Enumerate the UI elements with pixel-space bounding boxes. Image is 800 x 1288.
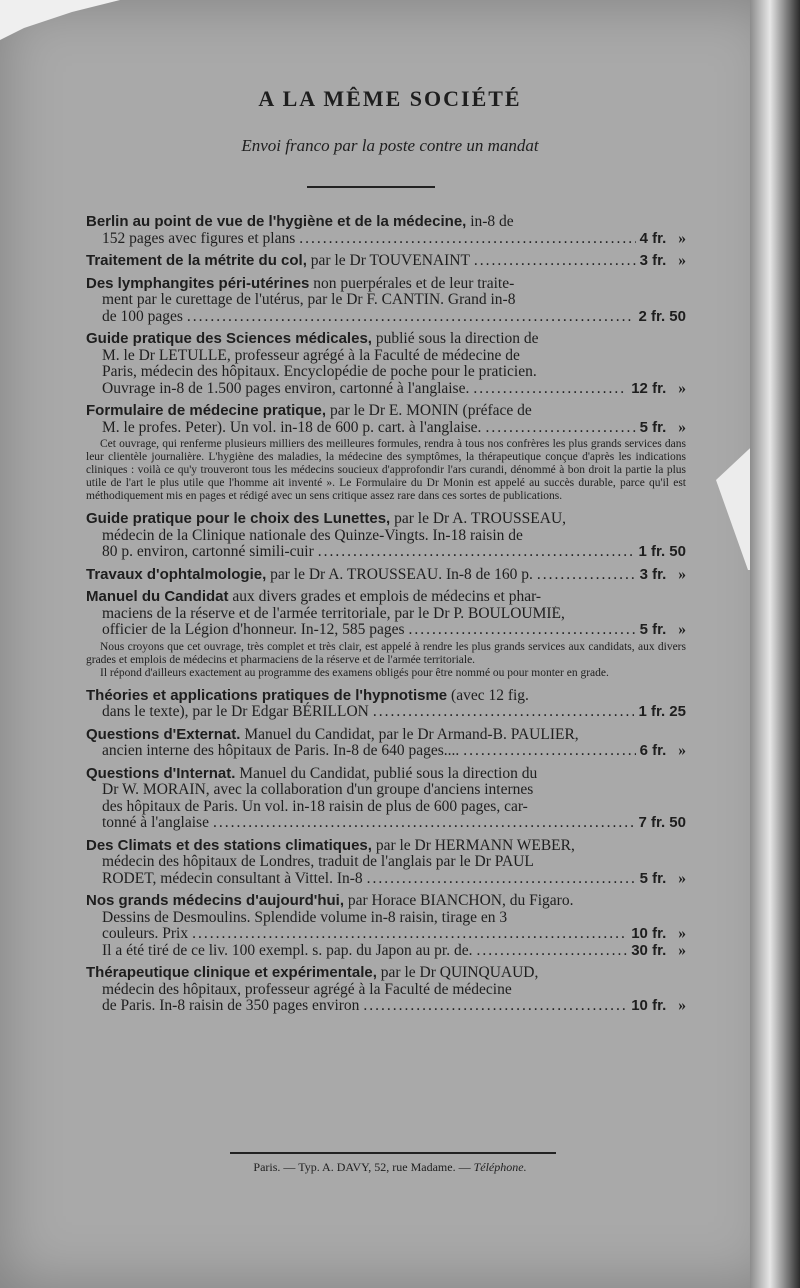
catalog-entry: Questions d'Externat. Manuel du Candidat, par le Dr Armand-B. PAULIER, ancien interne des hôpitaux de Paris. In-8 de 640 pages.... ..... 6 fr. » <box>86 727 686 760</box>
catalog-entry: Thérapeutique clinique et expérimentale, par le Dr QUINQUAUD, médecin des hôpitaux, professeur agrégé à la Faculté de médecine de Paris. In-8 raisin de 350 pages environ ..... 10 fr. » <box>86 965 686 1015</box>
entry-text: par le Dr A. TROUSSEAU. In-8 de 160 p. <box>266 565 533 583</box>
entry-price: 3 fr. <box>639 252 667 269</box>
entry-title: Manuel du Candidat <box>86 589 229 605</box>
entry-text: dans le texte), par le Dr Edgar BÉRILLON <box>102 703 369 720</box>
entry-text: publié sous la direction de <box>371 331 539 347</box>
entry-title: Guide pratique des Sciences médicales, <box>86 331 372 347</box>
entry-price: 2 fr. 50 <box>638 307 686 325</box>
entry-title: Théories et applications pratiques de l'hypnotisme <box>86 687 448 704</box>
page-subtitle: Envoi franco par la poste contre un mandat <box>241 136 539 155</box>
entry-price: 4 fr. <box>639 229 667 247</box>
entry-text: Manuel du Candidat, par le Dr Armand-B. PAULIER, <box>240 726 579 743</box>
entry-description: Cet ouvrage, qui renferme plusieurs milliers des meilleures formules, rendra à tous nos confrères les plus grands services dans leur clientèle journalière. L'hygiène des maladies, la médecine des symptômes, la thérapeutique conçue d'après les indications cliniques : voilà ce qu'y trouveront tous les médecins soucieux d'approfondir l'ars curandi, dénommé à bon droit la partie la plus utile de l'art le plus utile que l'homme ait inventé ». Le Formulaire du Dr Monin est appelé au succès durable, parce qu'il est méthodiquement mis en pages et rédigé avec un sens critique assez rare dans ces sortes de publications. <box>86 438 686 502</box>
entry-text: Paris, médecin des hôpitaux. Encyclopédie de poche pour le praticien. <box>102 364 537 380</box>
book-edge <box>750 0 800 1288</box>
catalog-entry <box>86 766 686 832</box>
entry-text: médecin de la Clinique nationale des Quinze-Vingts. In-18 raisin de <box>102 527 523 544</box>
entry-text: Dr W. MORAIN, avec la collaboration d'un groupe d'anciens internes <box>102 782 534 798</box>
entry-price: 6 fr. <box>639 742 667 759</box>
entry-text: ment par le curettage de l'utérus, par le Dr F. CANTIN. Grand in-8 <box>102 292 516 308</box>
entry-text: non puerpérales et de leur traite- <box>309 275 515 292</box>
entry-text: (avec 12 fig. <box>447 687 529 704</box>
entry-price: 5 fr. <box>639 869 667 887</box>
entry-text: ancien interne des hôpitaux de Paris. In-8 de 640 pages.... <box>102 742 460 759</box>
entry-title: Des Climats et des stations climatiques, <box>86 837 372 854</box>
catalog-entry: Travaux d'ophtalmologie, par le Dr A. TROUSSEAU. In-8 de 160 p. ..... 3 fr. » <box>86 567 686 584</box>
entry-price: 1 fr. 25 <box>638 703 686 720</box>
catalog-list <box>86 214 686 1021</box>
entry-text: M. le profes. Peter). Un vol. in-18 de 600 p. cart. à l'anglaise. <box>102 418 482 436</box>
entry-text: maciens de la réserve et de l'armée territoriale, par le Dr P. BOULOUMIÉ, <box>102 605 565 622</box>
entry-title: Thérapeutique clinique et expérimentale, <box>86 965 377 981</box>
entry-title: Berlin au point de vue de l'hygiène et de la médecine, <box>86 214 467 230</box>
entry-title: Questions d'Externat. <box>86 726 241 743</box>
entry-text: par le Dr A. TROUSSEAU, <box>390 511 567 527</box>
footer-divider <box>230 1152 556 1154</box>
entry-text: des hôpitaux de Paris. Un vol. in-18 raisin de plus de 600 pages, car- <box>102 798 528 815</box>
entry-price: 30 fr. <box>631 941 667 959</box>
catalog-entry <box>86 688 686 721</box>
entry-description: Nous croyons que cet ouvrage, très complet et très clair, est appelé à rendre les plus grands services aux candidats, aux divers grades et emplois de médecins et pharmaciens de la réserve et de l'armée territoriale. Il répond d'ailleurs exactement au programme des examens obligés pour être nommé ou pour monter en grade. <box>86 640 686 679</box>
entry-text: Dessins de Desmoulins. Splendide volume in-8 raisin, tirage en 3 <box>102 909 508 926</box>
entry-text: M. le Dr LETULLE, professeur agrégé à la Faculté de médecine de <box>102 347 520 364</box>
entry-title: Guide pratique pour le choix des Lunettes, <box>86 511 391 527</box>
entry-title: Formulaire de médecine pratique, <box>86 403 327 419</box>
catalog-entry <box>86 276 686 326</box>
entry-text: Ouvrage in-8 de 1.500 pages environ, cartonné à l'anglaise. <box>102 379 470 397</box>
entry-price: 5 fr. <box>639 418 667 436</box>
entry-text: Il a été tiré de ce liv. 100 exempl. s. pap. du Japon au pr. de. <box>102 941 473 959</box>
entry-title: Traitement de la métrite du col, <box>86 252 307 269</box>
catalog-entry: Des Climats et des stations climatiques, par le Dr HERMANN WEBER, médecin des hôpitaux de Londres, traduit de l'anglais par le Dr PAUL RODET, médecin consultant à Vittel. In-8 ..... 5 fr. » <box>86 838 686 888</box>
printer-imprint: Paris. — Typ. A. DAVY, 52, rue Madame. — Téléphone. <box>253 1160 527 1174</box>
entry-text: médecin des hôpitaux, professeur agrégé à la Faculté de médecine <box>102 981 512 998</box>
entry-text: par le Dr HERMANN WEBER, <box>371 837 575 854</box>
entry-text: par le Dr QUINQUAUD, <box>376 965 539 981</box>
header-divider <box>307 186 435 188</box>
entry-text: par le Dr E. MONIN (préface de <box>326 403 532 419</box>
entry-price: 1 fr. 50 <box>638 543 686 560</box>
entry-text: de Paris. In-8 raisin de 350 pages environ <box>102 997 360 1014</box>
catalog-entry: Formulaire de médecine pratique, par le Dr E. MONIN (préface de M. le profes. Peter). Un vol. in-18 de 600 p. cart. à l'anglaise. ..... 5 fr. » Cet ouvrage, qui renferme plusieurs milliers des meilleures formules, rendra à tous nos confrères les plus grands services dans leur clientèle journalière. L'hygiène des maladies, la médecine des symptômes, la thérapeutique conçue d'après les indications cliniques : voilà ce qu'y trouveront tous les médecins soucieux d'approfondir l'ars curandi, dénommé à bon droit la partie la plus utile de l'art le plus utile que l'homme ait inventé ». Le Formulaire du Dr Monin est appelé au succès durable, parce qu'il est méthodiquement mis en pages et rédigé avec un sens critique assez rare dans ces sortes de publications. <box>86 403 686 503</box>
catalog-entry <box>86 511 686 561</box>
entry-text: Manuel du Candidat, publié sous la direction du <box>235 765 538 782</box>
catalog-entry: Guide pratique des Sciences médicales, publié sous la direction de M. le Dr LETULLE, professeur agrégé à la Faculté de médecine de Paris, médecin des hôpitaux. Encyclopédie de poche pour le praticien. Ouvrage in-8 de 1.500 pages environ, cartonné à l'anglaise. ..... 12 fr. » <box>86 331 686 397</box>
catalog-entry: Manuel du Candidat aux divers grades et emplois de médecins et phar- maciens de la réserve et de l'armée territoriale, par le Dr P. BOULOUMIÉ, officier de la Légion d'honneur. In-12, 585 pages ..... 5 fr. » Nous croyons que cet ouvrage, très complet et très clair, est appelé à rendre les plus grands services aux candidats, aux divers grades et emplois de médecins et pharmaciens de la réserve et de l'armée territoriale. Il répond d'ailleurs exactement au programme des examens obligés pour être nommé ou pour monter en grade. <box>86 589 686 680</box>
entry-price: 7 fr. 50 <box>638 814 686 831</box>
entry-price: 10 fr. <box>631 997 667 1014</box>
catalog-entry: Berlin au point de vue de l'hygiène et de la médecine, in-8 de 152 pages avec figures et plans ..... 4 fr. » <box>86 214 686 247</box>
entry-title: Questions d'Internat. <box>86 765 236 782</box>
entry-title: Des lymphangites péri-utérines <box>86 275 310 292</box>
catalog-entry: Nos grands médecins d'aujourd'hui, par Horace BIANCHON, du Figaro. Dessins de Desmoulins. Splendide volume in-8 raisin, tirage en 3 couleurs. Prix ..... 10 fr. » Il a été tiré de ce liv. 100 exempl. s. pap. du Japon au pr. de. ..... 30 fr. » <box>86 893 686 959</box>
entry-text: officier de la Légion d'honneur. In-12, 585 pages <box>102 621 405 638</box>
catalog-entry: Traitement de la métrite du col, par le Dr TOUVENAINT ..... 3 fr. » <box>86 253 686 270</box>
entry-price: 3 fr. <box>639 565 667 583</box>
entry-text: couleurs. Prix <box>102 925 189 942</box>
torn-corner <box>0 0 120 40</box>
page-title: A LA MÊME SOCIÉTÉ <box>258 86 522 111</box>
entry-text: par le Dr TOUVENAINT <box>306 252 470 269</box>
entry-text: par Horace BIANCHON, du Figaro. <box>344 893 574 909</box>
entry-price: 12 fr. <box>631 379 667 397</box>
entry-title: Nos grands médecins d'aujourd'hui, <box>86 893 345 909</box>
entry-text: tonné à l'anglaise <box>102 814 209 831</box>
entry-text: 152 pages avec figures et plans <box>102 229 296 247</box>
entry-text: aux divers grades et emplois de médecins et phar- <box>228 589 542 605</box>
entry-text: médecin des hôpitaux de Londres, traduit de l'anglais par le Dr PAUL <box>102 854 534 870</box>
entry-text: in-8 de <box>466 214 514 230</box>
entry-price: 5 fr. <box>639 621 667 638</box>
entry-title: Travaux d'ophtalmologie, <box>86 565 267 583</box>
entry-price: 10 fr. <box>631 925 667 942</box>
entry-text: RODET, médecin consultant à Vittel. In-8 <box>102 869 363 887</box>
entry-text: de 100 pages <box>102 307 183 325</box>
entry-text: 80 p. environ, cartonné simili-cuir <box>102 543 314 560</box>
